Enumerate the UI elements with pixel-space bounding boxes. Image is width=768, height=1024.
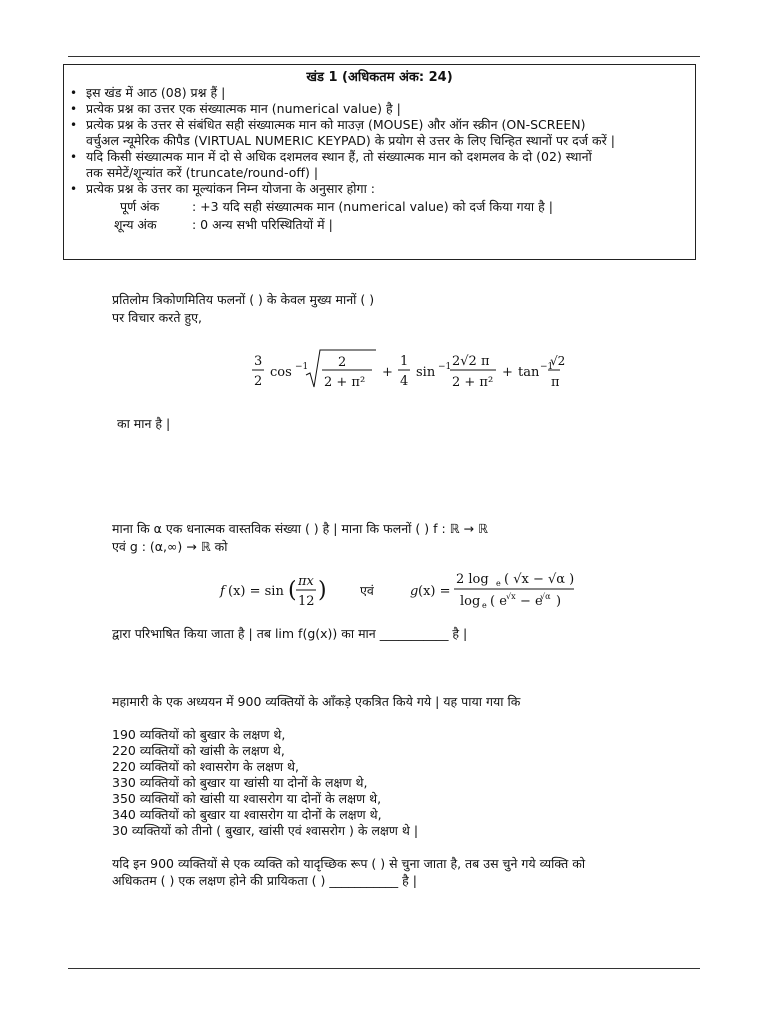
svg-text:e: e bbox=[496, 579, 501, 588]
svg-text:2: 2 bbox=[254, 374, 263, 389]
svg-text:−1: −1 bbox=[438, 362, 452, 372]
svg-text:√2: √2 bbox=[550, 354, 566, 368]
svg-text:2: 2 bbox=[338, 355, 347, 370]
svg-text:(x) =: (x) = bbox=[418, 584, 451, 599]
q1-line-1: प्रतिलोम त्रिकोणमितिय फलनों ( ) के केवल मुख्य मानों ( ) bbox=[112, 292, 375, 307]
svg-text:( e: ( e bbox=[490, 594, 507, 609]
instruction-1: इस खंड में आठ (08) प्रश्न हैं | bbox=[86, 85, 226, 100]
instruction-5: प्रत्येक प्रश्न के उत्तर का मूल्यांकन निम्न योजना के अनुसार होगा : bbox=[86, 181, 376, 196]
svg-text:f: f bbox=[220, 584, 225, 599]
svg-text:1: 1 bbox=[400, 354, 409, 369]
top-rule bbox=[68, 56, 700, 57]
svg-text:+: + bbox=[382, 365, 393, 380]
svg-text:): ) bbox=[556, 594, 562, 609]
instruction-4b: तक समेटें/शून्यांत करें (truncate/round-off) | bbox=[86, 165, 319, 180]
bottom-rule bbox=[68, 968, 700, 969]
svg-text:π: π bbox=[551, 375, 560, 390]
q3-fact: 340 व्यक्तियों को बुखार या श्वासरोग या दोनों के लक्षण थे, bbox=[112, 807, 382, 822]
instruction-4a: यदि किसी संख्यात्मक मान में दो से अधिक दशमलव स्थान हैं, तो संख्यात्मक मान को दशमलव के दो (02) स्थानों bbox=[86, 149, 592, 164]
q1-line-2: पर विचार करते हुए, bbox=[112, 310, 202, 325]
svg-text:(: ( bbox=[288, 578, 297, 603]
q2-line-1: माना कि α एक धनात्मक वास्तविक संख्या ( ) है | माना कि फलनों ( ) f : ℝ → ℝ bbox=[112, 521, 488, 536]
bullet-icon: • bbox=[70, 150, 78, 164]
svg-text:sin: sin bbox=[416, 365, 436, 380]
svg-text:−1: −1 bbox=[540, 362, 554, 372]
q2-line-2: एवं g : (α,∞) → ℝ को bbox=[112, 539, 228, 554]
svg-text:+: + bbox=[502, 365, 513, 380]
q1-answer-line: का मान है | bbox=[117, 416, 171, 431]
q3-question-line-1: यदि इन 900 व्यक्तियों से एक व्यक्ति को यादृच्छिक रूप ( ) से चुना जाता है, तब उस चुने गये व्यक्ति को bbox=[112, 856, 586, 871]
q1-formula bbox=[240, 345, 566, 395]
svg-text:− e: − e bbox=[520, 594, 543, 609]
svg-text:(x) = sin: (x) = sin bbox=[228, 584, 284, 599]
full-marks-text: : +3 यदि सही संख्यात्मक मान (numerical value) को दर्ज किया गया है | bbox=[192, 199, 553, 214]
svg-text:2 + π²: 2 + π² bbox=[452, 375, 494, 390]
svg-text:πx: πx bbox=[298, 574, 314, 589]
q3-fact: 220 व्यक्तियों को श्वासरोग के लक्षण थे, bbox=[112, 759, 299, 774]
bullet-icon: • bbox=[70, 86, 78, 100]
svg-text:e: e bbox=[482, 601, 487, 610]
q2-and-word: एवं bbox=[360, 583, 374, 598]
svg-text:4: 4 bbox=[400, 374, 409, 389]
q2-formula bbox=[218, 565, 578, 615]
section-title: खंड 1 (अधिकतम अंक: 24) bbox=[306, 70, 453, 85]
q3-fact: 30 व्यक्तियों को तीनो ( बुखार, खांसी एवं श्वासरोग ) के लक्षण थे | bbox=[112, 823, 419, 838]
section-instructions-box bbox=[63, 64, 696, 260]
instruction-3b: वर्चुअल न्यूमेरिक कीपैड (VIRTUAL NUMERIC KEYPAD) के प्रयोग से उत्तर के लिए चिन्हित स्थानों पर दर्ज करें | bbox=[86, 133, 615, 148]
q3-fact: 190 व्यक्तियों को बुखार के लक्षण थे, bbox=[112, 727, 286, 742]
q3-fact: 220 व्यक्तियों को खांसी के लक्षण थे, bbox=[112, 743, 285, 758]
zero-marks-text: : 0 अन्य सभी परिस्थितियों में | bbox=[192, 217, 333, 232]
svg-text:√α: √α bbox=[540, 592, 551, 601]
svg-text:12: 12 bbox=[298, 594, 315, 609]
svg-text:log: log bbox=[460, 594, 481, 609]
svg-text:2√2 π: 2√2 π bbox=[452, 354, 490, 369]
q2-answer-line: द्वारा परिभाषित किया जाता है | तब lim f(g(x)) का मान ___________ है | bbox=[112, 626, 468, 641]
zero-marks-label: शून्य अंक bbox=[114, 217, 157, 232]
svg-text:√x: √x bbox=[506, 592, 516, 601]
q3-fact: 330 व्यक्तियों को बुखार या खांसी या दोनों के लक्षण थे, bbox=[112, 775, 368, 790]
bullet-icon: • bbox=[70, 182, 78, 196]
q3-fact: 350 व्यक्तियों को खांसी या श्वासरोग या दोनों के लक्षण थे, bbox=[112, 791, 382, 806]
svg-text:tan: tan bbox=[518, 365, 540, 380]
svg-text:): ) bbox=[318, 578, 327, 603]
full-marks-label: पूर्ण अंक bbox=[120, 199, 160, 214]
svg-text:−1: −1 bbox=[295, 362, 309, 372]
svg-text:( √x − √α ): ( √x − √α ) bbox=[504, 572, 575, 587]
svg-text:cos: cos bbox=[270, 365, 292, 380]
svg-text:3: 3 bbox=[254, 354, 263, 369]
svg-text:g: g bbox=[410, 584, 419, 599]
instruction-3a: प्रत्येक प्रश्न के उत्तर से संबंधित सही संख्यात्मक मान को माउज़ (MOUSE) और ऑन स्क्रीन (ON-SCREEN) bbox=[86, 117, 586, 132]
q3-question-line-2: अधिकतम ( ) एक लक्षण होने की प्रायिकता ( ) ___________ है | bbox=[112, 873, 417, 888]
bullet-icon: • bbox=[70, 118, 78, 132]
instruction-2: प्रत्येक प्रश्न का उत्तर एक संख्यात्मक मान (numerical value) है | bbox=[86, 101, 401, 116]
svg-text:2 log: 2 log bbox=[456, 572, 489, 587]
q3-intro: महामारी के एक अध्ययन में 900 व्यक्तियों के आँकड़े एकत्रित किये गये | यह पाया गया कि bbox=[112, 694, 521, 709]
svg-text:2 + π²: 2 + π² bbox=[324, 375, 366, 390]
bullet-icon: • bbox=[70, 102, 78, 116]
